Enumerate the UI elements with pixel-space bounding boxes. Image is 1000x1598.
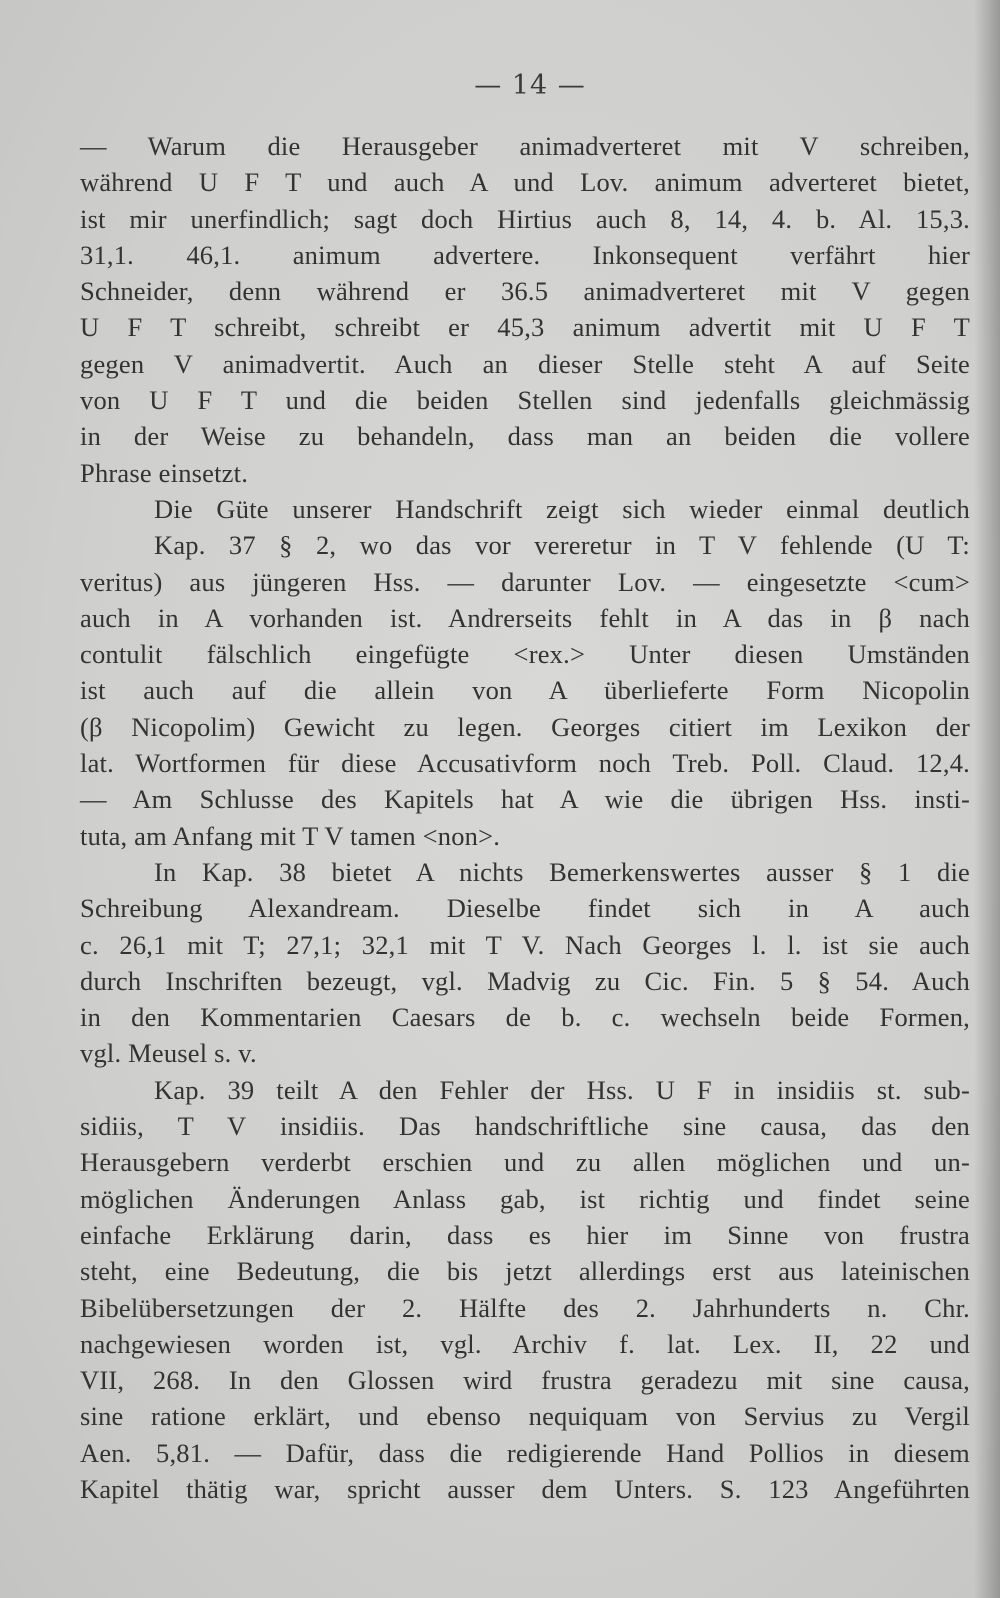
text-line: In Kap. 38 bietet A nichts Bemerkenswertes ausser § 1 die — [154, 856, 970, 887]
page-edge-shadow — [974, 0, 1000, 1598]
text-line: Herausgebern verderbt erschien und zu allen möglichen und un- — [80, 1147, 970, 1178]
text-line: möglichen Änderungen Anlass gab, ist richtig und findet seine — [80, 1183, 970, 1214]
text-line: ist auch auf die allein von A überlieferte Form Nicopolin — [80, 675, 970, 706]
text-line: tuta, am Anfang mit T V tamen <non>. — [80, 820, 501, 851]
text-line: — Am Schlusse des Kapitels hat A wie die übrigen Hss. insti- — [80, 784, 970, 815]
body-text — [80, 128, 970, 1507]
text-line: auch in A vorhanden ist. Andrerseits fehlt in A das in β nach — [80, 602, 970, 633]
text-line: Die Güte unserer Handschrift zeigt sich wieder einmal deutlich — [154, 493, 970, 524]
text-line: veritus) aus jüngeren Hss. — darunter Lov. — eingesetzte <cum> — [80, 566, 970, 597]
text-line: (β Nicopolim) Gewicht zu legen. Georges citiert im Lexikon der — [80, 711, 970, 742]
text-line: contulit fälschlich eingefügte <rex.> Unter diesen Umständen — [80, 639, 970, 670]
text-line: durch Inschriften bezeugt, vgl. Madvig zu Cic. Fin. 5 § 54. Auch — [80, 965, 970, 996]
text-line: in der Weise zu behandeln, dass man an beiden die vollere — [80, 421, 970, 452]
text-line: während U F T und auch A und Lov. animum adverteret bietet, — [80, 167, 970, 198]
text-line: Schneider, denn während er 36.5 animadverteret mit V gegen — [80, 276, 970, 307]
text-line: nachgewiesen worden ist, vgl. Archiv f. lat. Lex. II, 22 und — [80, 1328, 970, 1359]
text-line: in den Kommentarien Caesars de b. c. wechseln beide Formen, — [80, 1002, 970, 1033]
text-line: lat. Wortformen für diese Accusativform noch Treb. Poll. Claud. 12,4. — [80, 748, 970, 779]
text-line: — Warum die Herausgeber animadverteret mit V schreiben, — [80, 131, 970, 161]
text-line: U F T schreibt, schreibt er 45,3 animum advertit mit U F T — [80, 312, 970, 343]
text-line: sidiis, T V insidiis. Das handschriftliche sine causa, das den — [80, 1111, 970, 1142]
text-line: gegen V animadvertit. Auch an dieser Stelle steht A auf Seite — [80, 348, 970, 379]
text-line: Kap. 37 § 2, wo das vor vereretur in T V fehlende (U T: — [154, 530, 970, 561]
text-line: steht, eine Bedeutung, die bis jetzt allerdings erst aus lateinischen — [80, 1256, 970, 1287]
text-line: vgl. Meusel s. v. — [80, 1038, 257, 1069]
text-line: Aen. 5,81. — Dafür, dass die redigierende Hand Pollios in diesem — [80, 1437, 970, 1468]
text-line: VII, 268. In den Glossen wird frustra geradezu mit sine causa, — [80, 1365, 970, 1396]
text-line: 31,1. 46,1. animum advertere. Inkonsequent verfährt hier — [80, 239, 970, 270]
page-number: — 14 — — [474, 70, 586, 101]
text-line: ist mir unerfindlich; sagt doch Hirtius auch 8, 14, 4. b. Al. 15,3. — [80, 203, 970, 234]
text-line: c. 26,1 mit T; 27,1; 32,1 mit T V. Nach Georges l. l. ist sie auch — [80, 929, 970, 960]
text-line: Phrase einsetzt. — [80, 457, 249, 488]
text-line: Kap. 39 teilt A den Fehler der Hss. U F in insidiis st. sub- — [154, 1074, 970, 1105]
text-line: Kapitel thätig war, spricht ausser dem Unters. S. 123 Angeführten — [80, 1473, 970, 1504]
text-line: sine ratione erklärt, und ebenso nequiquam von Servius zu Vergil — [80, 1401, 970, 1432]
text-line: Schreibung Alexandream. Dieselbe findet sich in A auch — [80, 893, 970, 924]
text-line: Bibelübersetzungen der 2. Hälfte des 2. Jahrhunderts n. Chr. — [80, 1292, 970, 1323]
text-line: einfache Erklärung darin, dass es hier im Sinne von frustra — [80, 1219, 970, 1250]
text-line: von U F T und die beiden Stellen sind jedenfalls gleichmässig — [80, 385, 970, 416]
